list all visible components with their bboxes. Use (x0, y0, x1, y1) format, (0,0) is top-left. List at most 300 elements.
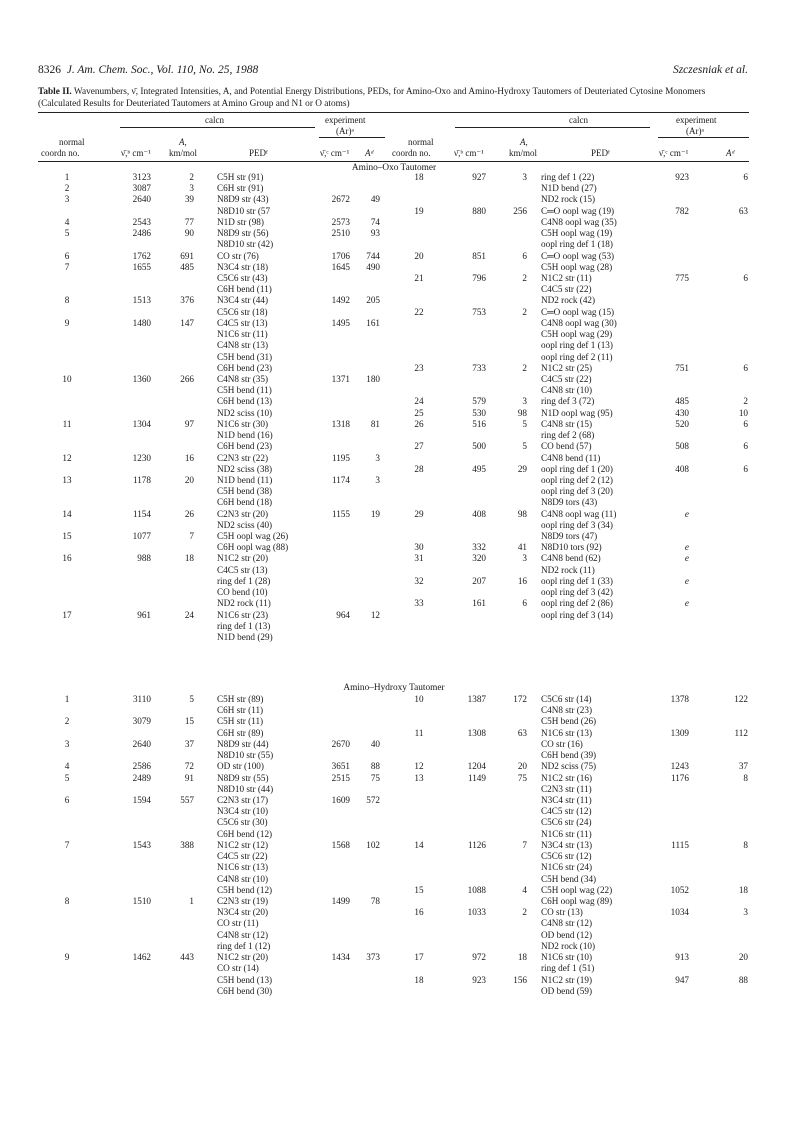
coordn-cell: 11 (62, 418, 72, 429)
nu-calc-cell: 1077 (132, 531, 151, 542)
ped-cell: N1C6 str (11) (541, 828, 592, 839)
intensity-cell: 24 (184, 609, 194, 620)
nu-calc-cell: 1204 (467, 761, 486, 772)
coordn-cell: 9 (64, 317, 70, 328)
ped-cell: C6H str (11) (217, 705, 264, 716)
ped-cell: ND2 rock (42) (541, 295, 596, 306)
nu-calc-cell: 796 (472, 272, 486, 283)
nu-calc-cell: 1655 (132, 261, 151, 272)
caption-text: Wavenumbers, ν̄, Integrated Intensities, A, and Potential Energy Distributions, PEDs, for Amino-Oxo and Amino-Hydroxy Tautomers of Deuteriated Cytosine Monomers (Calculated Results for Deuteriated Tautomers at Amino Group and N1 or O atoms) (38, 87, 706, 109)
nu-calc-cell: 2543 (132, 216, 151, 227)
intensity-cell: 388 (180, 839, 194, 850)
intensity-cell: 2 (522, 362, 527, 373)
intensity-cell: 3 (522, 172, 527, 182)
ped-cell: oopl ring def 1 (20) (541, 463, 613, 474)
ped-cell: N8D10 str (44) (217, 783, 274, 794)
intensity-cell: 77 (184, 216, 194, 227)
ped-cell: N8D9 str (44) (217, 738, 269, 749)
nu-calc-cell: 2640 (132, 194, 151, 205)
ped-cell: C4C5 str (13) (217, 564, 268, 575)
section-amino-oxo: Amino–Oxo Tautomer (351, 163, 437, 173)
coordn-cell: 29 (414, 508, 424, 519)
coordn-cell: 12 (414, 761, 424, 772)
intensity-cell: 2 (189, 172, 194, 182)
nu-c-header-right: ν̄,ᶜ cm⁻¹ (659, 148, 689, 158)
nu-exp-cell: 1034 (670, 907, 689, 918)
ped-cell: C5H oopl wag (22) (541, 884, 613, 895)
coordn-cell: 28 (414, 463, 424, 474)
journal-name: J. Am. Chem. Soc., Vol. 110, No. 25, 1988 (66, 64, 259, 76)
coordn-cell: 17 (414, 952, 424, 963)
ped-cell: ND2 sciss (38) (217, 463, 273, 474)
intensity-cell: 557 (180, 794, 194, 805)
intensity-cell: 485 (180, 261, 194, 272)
a-exp-cell: 12 (370, 609, 380, 620)
ped-cell: CO str (14) (217, 963, 259, 974)
coordn-cell: 1 (64, 694, 70, 704)
ped-cell: C5C6 str (14) (541, 694, 592, 704)
a-exp-cell: 88 (738, 974, 748, 985)
ped-cell: ND2 rock (11) (217, 598, 271, 609)
table-caption (38, 87, 750, 110)
intensity-cell: 75 (517, 772, 527, 783)
intensity-cell: 41 (517, 542, 527, 553)
coordn-cell: 2 (64, 716, 70, 727)
nu-calc-cell: 733 (472, 362, 486, 373)
table-header-rule (38, 161, 749, 162)
coordn-cell: 4 (64, 216, 70, 227)
ped-cell: C5C6 str (12) (541, 851, 592, 862)
ped-cell: N1D bend (29) (217, 632, 273, 643)
ped-cell: C═O oopl wag (15) (541, 306, 615, 317)
intensity-cell: 15 (184, 716, 194, 727)
ped-cell: C5H str (91) (217, 172, 264, 182)
ped-cell: C4N8 str (13) (217, 340, 269, 351)
coordn-cell: 32 (414, 575, 424, 586)
a-exp-cell: 88 (370, 761, 380, 772)
intensity-cell: 5 (522, 441, 527, 452)
ped-cell: N1C2 str (25) (541, 362, 593, 373)
ped-cell: C4C5 str (22) (541, 373, 592, 384)
ped-cell: N3C4 str (20) (217, 907, 269, 918)
a-exp-cell: 63 (738, 205, 748, 216)
coordn-cell: 27 (414, 441, 424, 452)
nu-calc-cell: 1033 (467, 907, 486, 918)
nu-exp-cell: 430 (675, 407, 689, 418)
nu-calc-cell: 320 (472, 553, 486, 564)
coordn-cell: 25 (414, 407, 424, 418)
nu-exp-cell: 1371 (331, 373, 350, 384)
a-exp-cell: 20 (738, 952, 748, 963)
nu-calc-cell: 1304 (132, 418, 151, 429)
coordn-cell: 18 (414, 172, 424, 182)
intensity-cell: 90 (184, 228, 194, 239)
ped-cell: C6H bend (11) (217, 284, 272, 295)
coordn-cell: 14 (414, 839, 424, 850)
ped-cell: C4N8 bend (11) (541, 452, 601, 463)
ped-cell: C2N3 str (19) (217, 895, 269, 906)
a-exp-cell: 112 (734, 727, 748, 738)
nu-exp-cell: 947 (675, 974, 689, 985)
nu-exp-cell: 1309 (670, 727, 689, 738)
ped-cell: ring def 1 (22) (541, 172, 595, 182)
coordn-cell: 11 (414, 727, 424, 738)
ped-cell: CO str (13) (541, 907, 583, 918)
ped-cell: N3C4 str (11) (541, 794, 592, 805)
ped-cell: N8D10 str (55) (217, 750, 274, 761)
calcn-group-header-left: calcn (205, 115, 224, 125)
ped-cell: N1D bend (27) (541, 183, 597, 194)
a-exp-cell: 490 (366, 261, 380, 272)
ped-cell: N8D10 tors (92) (541, 542, 602, 553)
ped-cell: ND2 sciss (10) (217, 407, 273, 418)
intensity-cell: 2 (522, 272, 527, 283)
coordn-header-left: coordn no. (41, 148, 80, 158)
a-exp-cell: 78 (370, 895, 380, 906)
ped-cell: N1C6 str (24) (541, 862, 593, 873)
ped-cell: C2N3 str (22) (217, 452, 269, 463)
intensity-cell: 156 (513, 974, 527, 985)
a-exp-cell: 74 (370, 216, 380, 227)
ped-cell: C5H bend (11) (217, 385, 272, 396)
author-line: Szczesniak et al. (672, 64, 748, 76)
intensity-cell: 37 (184, 738, 194, 749)
ped-cell: C4N8 str (35) (217, 373, 269, 384)
ped-cell: N1C6 str (23) (217, 609, 269, 620)
coordn-cell: 14 (62, 508, 72, 519)
calcn-underline-right (455, 127, 650, 128)
ped-cell: N1D bend (11) (217, 474, 273, 485)
ped-cell: C5H bend (12) (217, 884, 273, 895)
a-exp-cell: 8 (743, 772, 748, 783)
ped-cell: C2N3 str (20) (217, 508, 269, 519)
a-exp-cell: 10 (738, 407, 748, 418)
intensity-cell: 443 (180, 952, 194, 963)
ped-cell: OD str (100) (217, 761, 264, 772)
nu-exp-cell: e (684, 575, 689, 586)
nu-exp-cell: 2510 (331, 228, 350, 239)
ped-cell: ND2 rock (11) (541, 564, 595, 575)
coordn-cell: 24 (414, 396, 424, 407)
ped-cell: CO bend (57) (541, 441, 592, 452)
coordn-cell: 23 (414, 362, 424, 373)
nu-exp-cell: 1115 (671, 839, 689, 850)
ped-cell: oopl ring def 3 (20) (541, 486, 613, 497)
a-exp-cell: 49 (370, 194, 380, 205)
a-exp-cell: 18 (738, 884, 748, 895)
coordn-cell: 7 (64, 261, 70, 272)
ped-cell: C═O oopl wag (19) (541, 205, 615, 216)
nu-b-header-left: ν̄,ᵇ cm⁻¹ (121, 148, 151, 158)
ped-cell: C6H oopl wag (89) (541, 895, 613, 906)
ped-cell: CO bend (10) (217, 587, 268, 598)
nu-calc-cell: 2486 (132, 228, 151, 239)
a-exp-cell: 3 (375, 474, 380, 485)
ped-cell: CO str (76) (217, 250, 259, 261)
nu-exp-cell: 1176 (670, 772, 689, 783)
ped-cell: N3C4 str (18) (217, 261, 269, 272)
ped-cell: C6H oopl wag (88) (217, 542, 289, 553)
coordn-cell: 21 (414, 272, 424, 283)
nu-calc-cell: 3110 (132, 694, 151, 704)
a-exp-cell: 3 (375, 452, 380, 463)
ped-cell: C6H bend (30) (217, 985, 273, 996)
ad-header-right: Aᵈ (726, 148, 735, 158)
ped-cell: N1C6 str (11) (217, 329, 268, 340)
intensity-cell: 6 (522, 598, 527, 609)
intensity-cell: 97 (184, 418, 194, 429)
a-exp-cell: 6 (743, 362, 748, 373)
nu-calc-cell: 1178 (132, 474, 151, 485)
nu-exp-cell: 1155 (331, 508, 350, 519)
intensity-cell: 2 (522, 907, 527, 918)
ped-cell: C2N3 str (11) (541, 783, 592, 794)
ped-cell: C4N8 str (10) (541, 385, 593, 396)
nu-exp-cell: 1609 (331, 794, 350, 805)
coordn-cell: 15 (62, 531, 72, 542)
ped-cell: C4C5 str (22) (541, 284, 592, 295)
coordn-cell: 3 (64, 194, 70, 205)
coordn-cell: 15 (414, 884, 424, 895)
coordn-header-right: coordn no. (392, 148, 431, 158)
a-exp-cell: 37 (738, 761, 748, 772)
ped-cell: N1C6 str (10) (541, 952, 593, 963)
nu-exp-cell: 1495 (331, 317, 350, 328)
nu-calc-cell: 1510 (132, 895, 151, 906)
intensity-cell: 20 (184, 474, 194, 485)
nu-calc-cell: 1088 (467, 884, 486, 895)
ped-cell: C6H bend (12) (217, 828, 273, 839)
nu-calc-cell: 1126 (467, 839, 486, 850)
ar-header-left: (Ar)ᵃ (336, 126, 354, 136)
kmmol-header-left: km/mol (169, 148, 198, 158)
ped-cell: C5H oopl wag (26) (217, 531, 289, 542)
nu-calc-cell: 851 (472, 250, 486, 261)
nu-calc-cell: 1308 (467, 727, 486, 738)
coordn-cell: 8 (64, 295, 70, 306)
ped-cell: N1C2 str (11) (541, 272, 592, 283)
ped-cell: ring def 1 (13) (217, 620, 271, 631)
ped-cell: ND2 rock (10) (541, 940, 596, 951)
nu-exp-cell: 1645 (331, 261, 350, 272)
nu-calc-cell: 961 (137, 609, 151, 620)
ped-header-right: PEDᶠ (591, 148, 610, 158)
ped-cell: C5C6 str (43) (217, 272, 268, 283)
nu-calc-cell: 1462 (132, 952, 151, 963)
a-exp-cell: 102 (366, 839, 380, 850)
ped-cell: ring def 3 (72) (541, 396, 595, 407)
ped-cell: C4N8 oopl wag (35) (541, 216, 617, 227)
nu-exp-cell: e (684, 508, 689, 519)
nu-calc-cell: 923 (472, 974, 486, 985)
ped-cell: N8D10 str (57 (217, 205, 271, 216)
nu-calc-cell: 3079 (132, 716, 151, 727)
intensity-cell: 91 (184, 772, 194, 783)
ped-cell: C6H bend (39) (541, 750, 597, 761)
nu-calc-cell: 753 (472, 306, 486, 317)
ped-cell: ring def 1 (51) (541, 963, 595, 974)
coordn-cell: 10 (414, 694, 424, 704)
nu-exp-cell: 1706 (331, 250, 350, 261)
nu-calc-cell: 495 (472, 463, 486, 474)
a-exp-cell: 6 (743, 418, 748, 429)
nu-exp-cell: 1174 (331, 474, 350, 485)
intensity-cell: 3 (189, 183, 194, 194)
coordn-cell: 26 (414, 418, 424, 429)
coordn-cell: 9 (64, 952, 70, 963)
a-exp-cell: 373 (366, 952, 380, 963)
a-exp-cell: 93 (370, 228, 380, 239)
nu-calc-cell: 1360 (132, 373, 151, 384)
coordn-cell: 13 (62, 474, 72, 485)
nu-exp-cell: 2573 (331, 216, 350, 227)
coordn-cell: 13 (414, 772, 424, 783)
intensity-cell: 376 (180, 295, 194, 306)
nu-exp-cell: 782 (675, 205, 689, 216)
intensity-cell: 18 (517, 952, 527, 963)
nu-exp-cell: 1378 (670, 694, 689, 704)
nu-calc-cell: 161 (472, 598, 486, 609)
nu-c-header-left: ν̄,ᶜ cm⁻¹ (320, 148, 350, 158)
nu-calc-cell: 579 (472, 396, 486, 407)
ped-cell: C4C5 str (22) (217, 851, 268, 862)
ped-cell: C6H str (91) (217, 183, 264, 194)
journal-citation (38, 64, 258, 76)
ped-cell: ring def 1 (12) (217, 940, 271, 951)
ped-cell: C4N8 str (10) (217, 873, 269, 884)
ped-cell: N1C6 str (13) (217, 862, 269, 873)
intensity-cell: 26 (184, 508, 194, 519)
intensity-cell: 2 (522, 306, 527, 317)
ped-cell: N1C2 str (20) (217, 553, 269, 564)
ped-cell: ring def 1 (28) (217, 575, 271, 586)
coordn-cell: 22 (414, 306, 424, 317)
coordn-cell: 8 (64, 895, 70, 906)
intensity-cell: 266 (180, 373, 194, 384)
intensity-cell: 1 (189, 895, 194, 906)
a-exp-cell: 40 (370, 738, 380, 749)
ped-cell: N8D9 str (43) (217, 194, 269, 205)
nu-calc-cell: 1154 (132, 508, 151, 519)
ped-cell: C4N8 oopl wag (30) (541, 317, 617, 328)
experiment-underline-right (658, 137, 749, 138)
nu-exp-cell: 520 (675, 418, 689, 429)
nu-calc-cell: 1230 (132, 452, 151, 463)
ped-cell: C4N8 str (23) (541, 705, 593, 716)
intensity-cell: 16 (184, 452, 194, 463)
intensity-cell: 98 (517, 407, 527, 418)
coordn-cell: 10 (62, 373, 72, 384)
nu-exp-cell: 2515 (331, 772, 350, 783)
ped-cell: OD bend (12) (541, 929, 593, 940)
intensity-cell: 4 (522, 884, 527, 895)
coordn-cell: 19 (414, 205, 424, 216)
nu-calc-cell: 332 (472, 542, 486, 553)
intensity-cell: 256 (513, 205, 527, 216)
a-exp-cell: 6 (743, 463, 748, 474)
calcn-group-header-right: calcn (569, 115, 588, 125)
ped-cell: C4N8 oopl wag (11) (541, 508, 617, 519)
ped-header-left: PEDᶠ (249, 148, 268, 158)
nu-calc-cell: 927 (472, 172, 486, 182)
ped-cell: C6H bend (23) (217, 441, 273, 452)
ped-cell: C6H bend (23) (217, 362, 273, 373)
ped-cell: CO str (16) (541, 738, 583, 749)
coordn-cell: 7 (64, 839, 70, 850)
ped-cell: ND2 sciss (75) (541, 761, 597, 772)
nu-calc-cell: 516 (472, 418, 486, 429)
ped-cell: ND2 sciss (40) (217, 519, 273, 530)
a-exp-cell: 2 (743, 396, 748, 407)
nu-calc-cell: 530 (472, 407, 486, 418)
intensity-cell: 72 (184, 761, 194, 772)
a-exp-cell: 180 (366, 373, 380, 384)
nu-exp-cell: 913 (675, 952, 689, 963)
a-exp-cell: 3 (743, 907, 748, 918)
nu-exp-cell: 2670 (331, 738, 350, 749)
ped-cell: C4N8 str (15) (541, 418, 593, 429)
nu-calc-cell: 3087 (132, 183, 151, 194)
nu-exp-cell: 3651 (331, 761, 350, 772)
ped-cell: oopl ring def 2 (11) (541, 351, 613, 362)
running-head (38, 64, 748, 80)
ped-cell: N3C4 str (44) (217, 295, 269, 306)
nu-calc-cell: 1543 (132, 839, 151, 850)
normal-header-right: normal (408, 137, 434, 147)
ped-cell: C5H str (11) (217, 716, 264, 727)
ped-cell: ring def 2 (68) (541, 430, 595, 441)
intensity-cell: 691 (180, 250, 194, 261)
ped-cell: C6H str (89) (217, 727, 264, 738)
coordn-cell: 5 (64, 228, 70, 239)
intensity-cell: 20 (517, 761, 527, 772)
ped-cell: C4C5 str (13) (217, 317, 268, 328)
coordn-cell: 18 (414, 974, 424, 985)
coordn-cell: 3 (64, 738, 70, 749)
ped-cell: oopl ring def 3 (34) (541, 519, 613, 530)
nu-exp-cell: 775 (675, 272, 689, 283)
nu-exp-cell: 964 (336, 609, 350, 620)
intensity-cell: 6 (522, 250, 527, 261)
coordn-cell: 6 (64, 250, 70, 261)
ped-cell: N1D oopl wag (95) (541, 407, 613, 418)
intensity-cell: 3 (522, 396, 527, 407)
nu-calc-cell: 2640 (132, 738, 151, 749)
ped-cell: oopl ring def 1 (33) (541, 575, 613, 586)
nu-exp-cell: 751 (675, 362, 689, 373)
nu-exp-cell: 1499 (331, 895, 350, 906)
ped-cell: N1D str (98) (217, 216, 264, 227)
nu-exp-cell: 1243 (670, 761, 689, 772)
ped-cell: C5H oopl wag (19) (541, 228, 613, 239)
ped-cell: C5C6 str (30) (217, 817, 268, 828)
ar-header-right: (Ar)ᵃ (686, 126, 704, 136)
ped-cell: CO str (11) (217, 918, 259, 929)
intensity-cell: 147 (180, 317, 194, 328)
ped-cell: N3C4 str (10) (217, 806, 269, 817)
intensity-cell: 5 (522, 418, 527, 429)
section-amino-hydroxy: Amino–Hydroxy Tautomer (343, 683, 445, 693)
ped-cell: N1C6 str (30) (217, 418, 269, 429)
ped-cell: N1C2 str (12) (217, 839, 269, 850)
ped-cell: oopl ring def 3 (14) (541, 609, 613, 620)
ped-cell: C5H bend (13) (217, 974, 273, 985)
ped-cell: OD bend (59) (541, 985, 593, 996)
a-exp-cell: 6 (743, 441, 748, 452)
nu-exp-cell: 408 (675, 463, 689, 474)
coordn-cell: 20 (414, 250, 424, 261)
ped-cell: N8D9 tors (43) (541, 497, 598, 508)
